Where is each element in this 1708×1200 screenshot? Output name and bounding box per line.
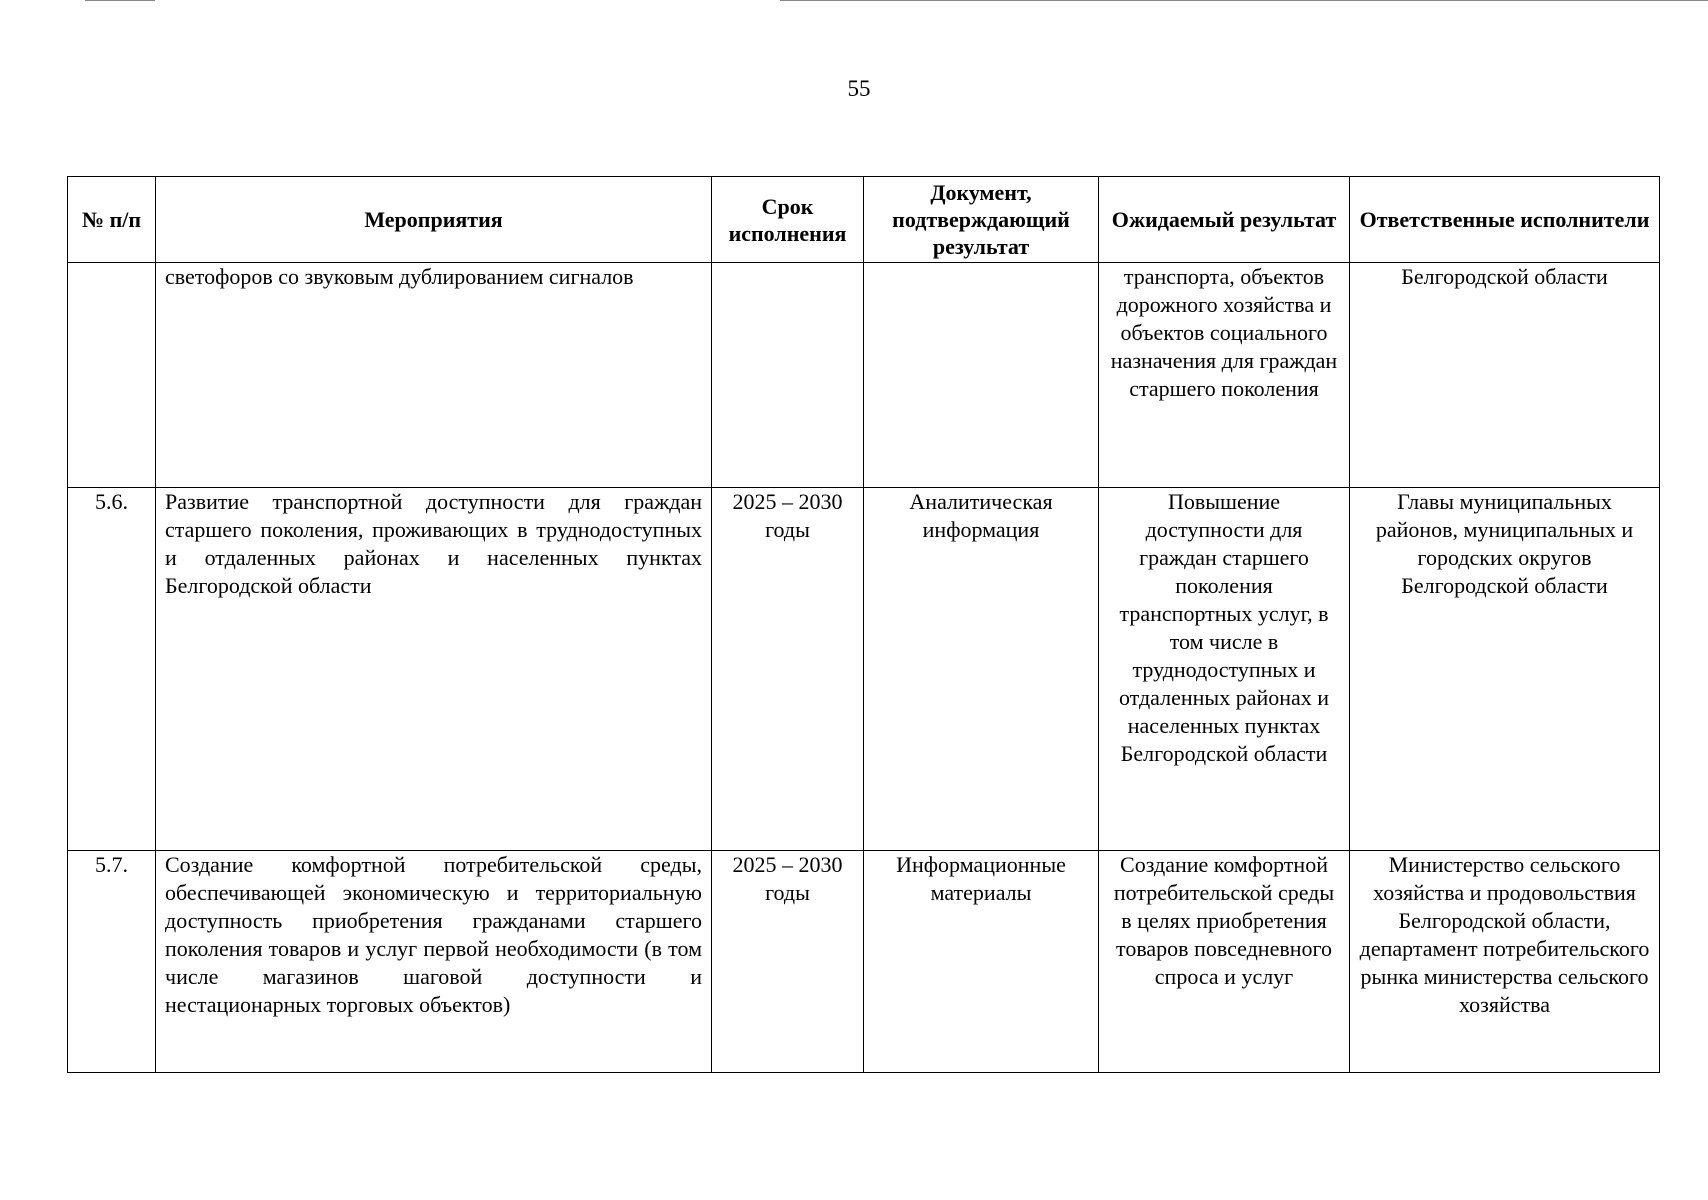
header-activity: Мероприятия (156, 177, 712, 263)
top-rule-left (85, 0, 155, 1)
header-number: № п/п (68, 177, 156, 263)
row-result: транспорта, объектов дорожного хозяйства и объектов социального назначения для граждан старшего поколения (1099, 263, 1350, 488)
row-activity: Создание комфортной потребительской среды, обеспечивающей экономическую и территориальную доступность приобретения гражданами старшего поколения товаров и услуг первой необходимости (в том числе магазинов шаговой доступности и нестационарных торговых объектов) (156, 851, 712, 1073)
row-responsible: Белгородской области (1350, 263, 1660, 488)
table-header-row (68, 177, 1660, 263)
row-activity: светофоров со звуковым дублированием сигналов (156, 263, 712, 488)
header-term: Срок исполнения (712, 177, 864, 263)
row-term: 2025 – 2030 годы (712, 488, 864, 851)
row-document: Информационные материалы (864, 851, 1099, 1073)
header-result: Ожидаемый результат (1099, 177, 1350, 263)
row-responsible: Главы муниципальных районов, муниципальных и городских округов Белгородской области (1350, 488, 1660, 851)
table-row (68, 851, 1660, 1073)
header-responsible: Ответственные исполнители (1350, 177, 1660, 263)
row-document (864, 263, 1099, 488)
row-term (712, 263, 864, 488)
header-document: Документ, подтверждающий результат (864, 177, 1099, 263)
row-document: Аналитическая информация (864, 488, 1099, 851)
row-number: 5.6. (68, 488, 156, 851)
row-result: Повышение доступности для граждан старшего поколения транспортных услуг, в том числе в труднодоступных и отдаленных районах и населенных пунктах Белгородской области (1099, 488, 1350, 851)
row-number (68, 263, 156, 488)
row-number: 5.7. (68, 851, 156, 1073)
activities-table (67, 176, 1660, 1073)
table-row (68, 263, 1660, 488)
row-responsible: Министерство сельского хозяйства и продовольствия Белгородской области, департамент потребительского рынка министерства сельского хозяйства (1350, 851, 1660, 1073)
row-result: Создание комфортной потребительской среды в целях приобретения товаров повседневного спроса и услуг (1099, 851, 1350, 1073)
page-number: 55 (847, 76, 871, 101)
table-row (68, 488, 1660, 851)
top-rule-right (780, 0, 1708, 1)
row-term: 2025 – 2030 годы (712, 851, 864, 1073)
row-activity: Развитие транспортной доступности для граждан старшего поколения, проживающих в труднодоступных и отдаленных районах и населенных пунктах Белгородской области (156, 488, 712, 851)
